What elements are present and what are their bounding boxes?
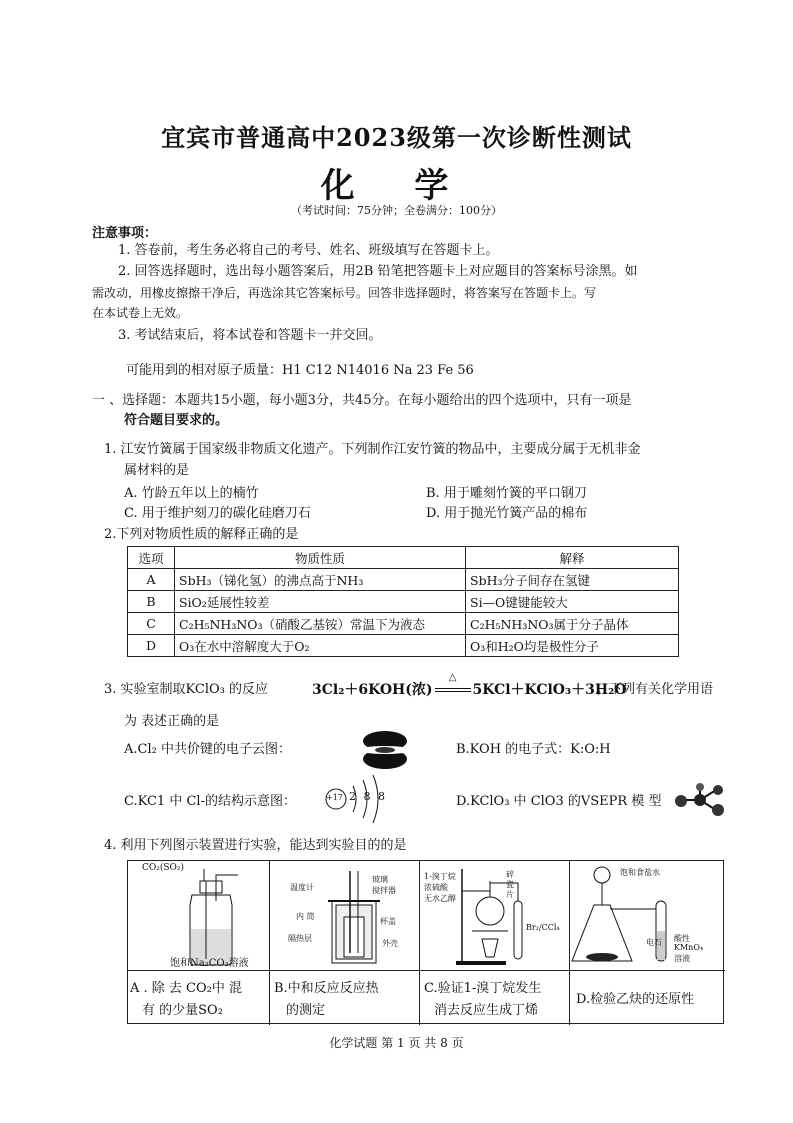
equation-right: 5KCl＋KClO₃＋3H₂O — [472, 682, 627, 698]
q1-stem-line1: 1. 江安竹簧属于国家级非物质文化遗产。下列制作江安竹簧的物品中，主要成分属于无机非金 — [104, 442, 641, 457]
note-3: 3. 考试结束后，将本试卷和答题卡一并交回。 — [118, 328, 382, 343]
q3-option-a: A.Cl₂ 中共价键的电子云图： — [124, 742, 291, 757]
q4-caption-c-line2: 消去反应生成丁烯 — [434, 1003, 539, 1018]
fig-b-label-lid: 杯盖 — [380, 917, 396, 926]
fig-c-label-bromobutane: 1-溴丁烷 — [424, 872, 456, 881]
table-cell: C₂H₅NH₃NO₃（硝酸乙基铵）常温下为液态 — [175, 613, 466, 635]
fig-c-label-chip-2: 瓷 — [506, 880, 514, 889]
table-header: 解释 — [466, 547, 679, 569]
table-cell: Si—O键键能较大 — [466, 591, 679, 613]
fig-c-label-chip-1: 碎 — [506, 870, 514, 879]
equation-left: 3Cl₂＋6KOH(浓) — [312, 682, 433, 698]
nucleus-label: +17 — [326, 793, 343, 802]
note-2-line3: 在本试卷上无效。 — [92, 306, 189, 320]
q3-option-c: C.KC1 中 Cl-的结构示意图： — [124, 794, 296, 809]
q1-option-c: C. 用于维护刻刀的碳化硅磨刀石 — [124, 506, 311, 521]
q4-caption-c-line1: C.验证1-溴丁烷发生 — [424, 981, 542, 996]
page-footer: 化学试题 第 1 页 共 8 页 — [329, 1036, 464, 1050]
fig-c-label-ethanol: 无水乙醇 — [424, 894, 456, 903]
table-cell: O₃在水中溶解度大于O₂ — [175, 635, 466, 657]
fig-b-label-thermometer: 温度计 — [290, 883, 314, 892]
table-cell: SiO₂延展性较差 — [175, 591, 466, 613]
fig-c-label-bromine: Br₂/CCl₄ — [526, 923, 560, 932]
table-row — [128, 613, 679, 635]
table-header: 物质性质 — [175, 547, 466, 569]
section1-intro-cont: 符合题目要求的。 — [124, 413, 229, 428]
table-cell: D — [128, 635, 175, 657]
table-cell: SbH₃分子间存在氢键 — [466, 569, 679, 591]
table-cell: A — [128, 569, 175, 591]
equation-arrow — [433, 672, 473, 698]
table-cell: SbH₃（锑化氢）的沸点高于NH₃ — [175, 569, 466, 591]
calorimeter-icon — [270, 861, 420, 969]
table-row — [128, 591, 679, 613]
q4-caption-b-line1: B.中和反应反应热 — [274, 981, 379, 996]
note-1: 1. 答卷前，考生务必将自己的考号、姓名、班级填写在答题卡上。 — [118, 243, 499, 258]
q1-option-d: D. 用于抛光竹簧产品的棉布 — [426, 506, 588, 521]
atomic-masses: 可能用到的相对原子质量：H1 C12 N14016 Na 23 Fe 56 — [126, 363, 474, 378]
q1-stem-line2: 属材料的是 — [124, 463, 190, 478]
fig-d-label-acidic: 酸性 — [674, 934, 690, 943]
q4-figure-table — [127, 860, 724, 1024]
q2-table — [127, 546, 679, 657]
q2-stem: 2.下列对物质性质的解释正确的是 — [104, 527, 299, 542]
q3-stem-post: 。下列有关化学用语 — [596, 682, 714, 697]
note-2-line1: 2. 回答选择题时，选出每小题答案后，用2B 铅笔把答题卡上对应题目的答案标号涂黑。如 — [118, 264, 638, 279]
electron-cloud-diagram — [355, 727, 415, 773]
q3-stem-line2: 为 表述正确的是 — [124, 714, 220, 729]
fig-b-label-inner: 内 筒 — [296, 912, 315, 921]
q3-option-d: D.KClO₃ 中 ClO3 的VSEPR 模 型 — [456, 794, 662, 809]
q4-stem: 4. 利用下列图示装置进行实验，能达到实验目的的是 — [104, 838, 407, 853]
table-header: 选项 — [128, 547, 175, 569]
fig-a-solution-label: 饱和Na₂CO₃溶液 — [170, 958, 249, 969]
table-cell: C₂H₅NH₃NO₃属于分子晶体 — [466, 613, 679, 635]
notes-heading: 注意事项： — [92, 226, 158, 241]
gas-washing-bottle-icon — [128, 861, 270, 969]
vsepr-model-diagram — [672, 782, 728, 818]
q4-divider — [128, 970, 725, 971]
fig-d-label-solution: 溶液 — [674, 954, 690, 963]
q4-caption-a-line2: 有 的少量SO₂ — [142, 1003, 223, 1018]
q3-stem-pre: 3. 实验室制取KClO₃ 的反应 — [104, 682, 269, 697]
q3-equation — [312, 672, 627, 699]
fig-b-label-stirrer: 搅拌器 — [372, 886, 396, 895]
note-2-line2: 需改动，用橡皮擦擦干净后，再选涂其它答案标号。回答非选择题时，将答案写在答题卡上。写 — [92, 286, 597, 300]
q4-caption-d: D.检验乙炔的还原性 — [576, 992, 695, 1007]
fig-b-label-glass: 玻璃 — [372, 875, 388, 884]
subject-title: 化 学 — [320, 166, 473, 206]
table-cell: B — [128, 591, 175, 613]
q1-option-a: A. 竹龄五年以上的楠竹 — [124, 486, 259, 501]
fig-a-gas-label: CO₂(SO₂) — [142, 863, 185, 873]
table-row — [128, 635, 679, 657]
q3-option-b: B.KOH 的电子式：K:O:H — [456, 742, 611, 757]
fig-b-label-insulation: 隔热层 — [288, 934, 312, 943]
fig-c-label-sulfuric: 浓硫酸 — [424, 883, 448, 892]
fig-d-label-kmno4: KMnO₄ — [674, 943, 704, 952]
equation-condition: △ — [448, 672, 457, 683]
table-header-row — [128, 547, 679, 569]
fig-b-label-shell: 外壳 — [382, 939, 398, 948]
q4-caption-a-line1: A . 除 去 CO₂中 混 — [130, 981, 242, 996]
q4-caption-b-line2: 的测定 — [286, 1003, 326, 1018]
table-cell: C — [128, 613, 175, 635]
section1-intro: 一 、选择题：本题共15小题，每小题3分，共45分。在每小题给出的四个选项中，只有一项是 — [92, 393, 632, 408]
table-cell: O₃和H₂O均是极性分子 — [466, 635, 679, 657]
fig-d-label-carbide: 电石 — [646, 938, 662, 947]
electron-shells-label: 2 8 8 — [349, 790, 387, 803]
fig-d-label-brine: 饱和食盐水 — [620, 868, 660, 877]
fig-c-label-chip-3: 片 — [506, 890, 514, 899]
q1-option-b: B. 用于雕刻竹簧的平口钢刀 — [426, 486, 587, 501]
table-row — [128, 569, 679, 591]
exam-meta: （考试时间：75分钟；全卷满分：100分） — [291, 204, 502, 217]
exam-title: 宜宾市普通高中2023级第一次诊断性测试 — [161, 123, 632, 152]
